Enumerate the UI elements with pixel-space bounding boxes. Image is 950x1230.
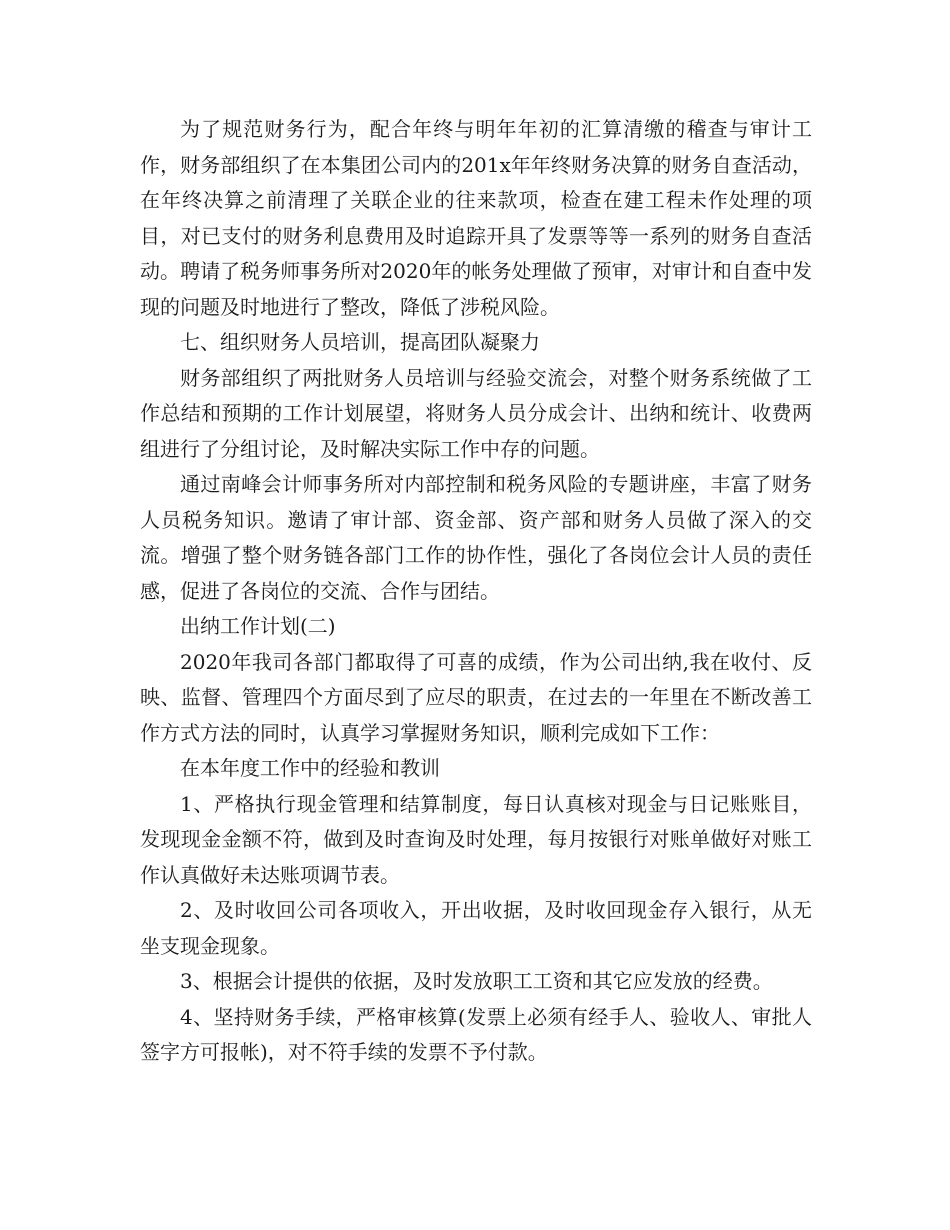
list-item-2: 2、及时收回公司各项收入，开出收据，及时收回现金存入银行，从无坐支现金现象。	[140, 898, 812, 958]
list-item-1: 1、严格执行现金管理和结算制度，每日认真核对现金与日记账账目，发现现金金额不符，做到及时查询及时处理，每月按银行对账单做好对账工作认真做好未达账项调节表。	[140, 791, 812, 887]
paragraph-training-sessions: 财务部组织了两批财务人员培训与经验交流会，对整个财务系统做了工作总结和预期的工作计划展望，将财务人员分成会计、出纳和统计、收费两组进行了分组讨论，及时解决实际工作中存的问题。	[140, 365, 812, 461]
document-body	[140, 112, 812, 1071]
section-heading-lessons: 在本年度工作中的经验和教训	[180, 756, 440, 780]
paragraph-self-audit: 为了规范财务行为，配合年终与明年年初的汇算清缴的稽查与审计工作，财务部组织了在本集团公司内的201x年年终财务决算的财务自查活动，在年终决算之前清理了关联企业的往来款项，检查在建工程未作处理的项目，对已支付的财务利息费用及时追踪开具了发票等等一系列的财务自查活动。聘请了税务师事务所对2020年的帐务处理做了预审，对审计和自查中发现的问题及时地进行了整改，降低了涉税风险。	[140, 117, 812, 319]
section-heading-training: 七、组织财务人员培训，提高团队凝聚力	[180, 330, 540, 354]
section-heading-cashier-plan: 出纳工作计划(二)	[180, 614, 336, 638]
list-item-3: 3、根据会计提供的依据，及时发放职工工资和其它应发放的经费。	[180, 969, 773, 993]
list-item-4: 4、坚持财务手续，严格审核算(发票上必须有经手人、验收人、审批人签字方可报帐)，对不符手续的发票不予付款。	[140, 1004, 812, 1064]
paragraph-cashier-intro: 2020年我司各部门都取得了可喜的成绩，作为公司出纳,我在收付、反映、监督、管理四个方面尽到了应尽的职责，在过去的一年里在不断改善工作方式方法的同时，认真学习掌握财务知识，顺利完成如下工作：	[140, 649, 812, 745]
paragraph-lectures-exchange: 通过南峰会计师事务所对内部控制和税务风险的专题讲座，丰富了财务人员税务知识。邀请了审计部、资金部、资产部和财务人员做了深入的交流。增强了整个财务链各部门工作的协作性，强化了各岗位会计人员的责任感，促进了各岗位的交流、合作与团结。	[140, 472, 812, 603]
